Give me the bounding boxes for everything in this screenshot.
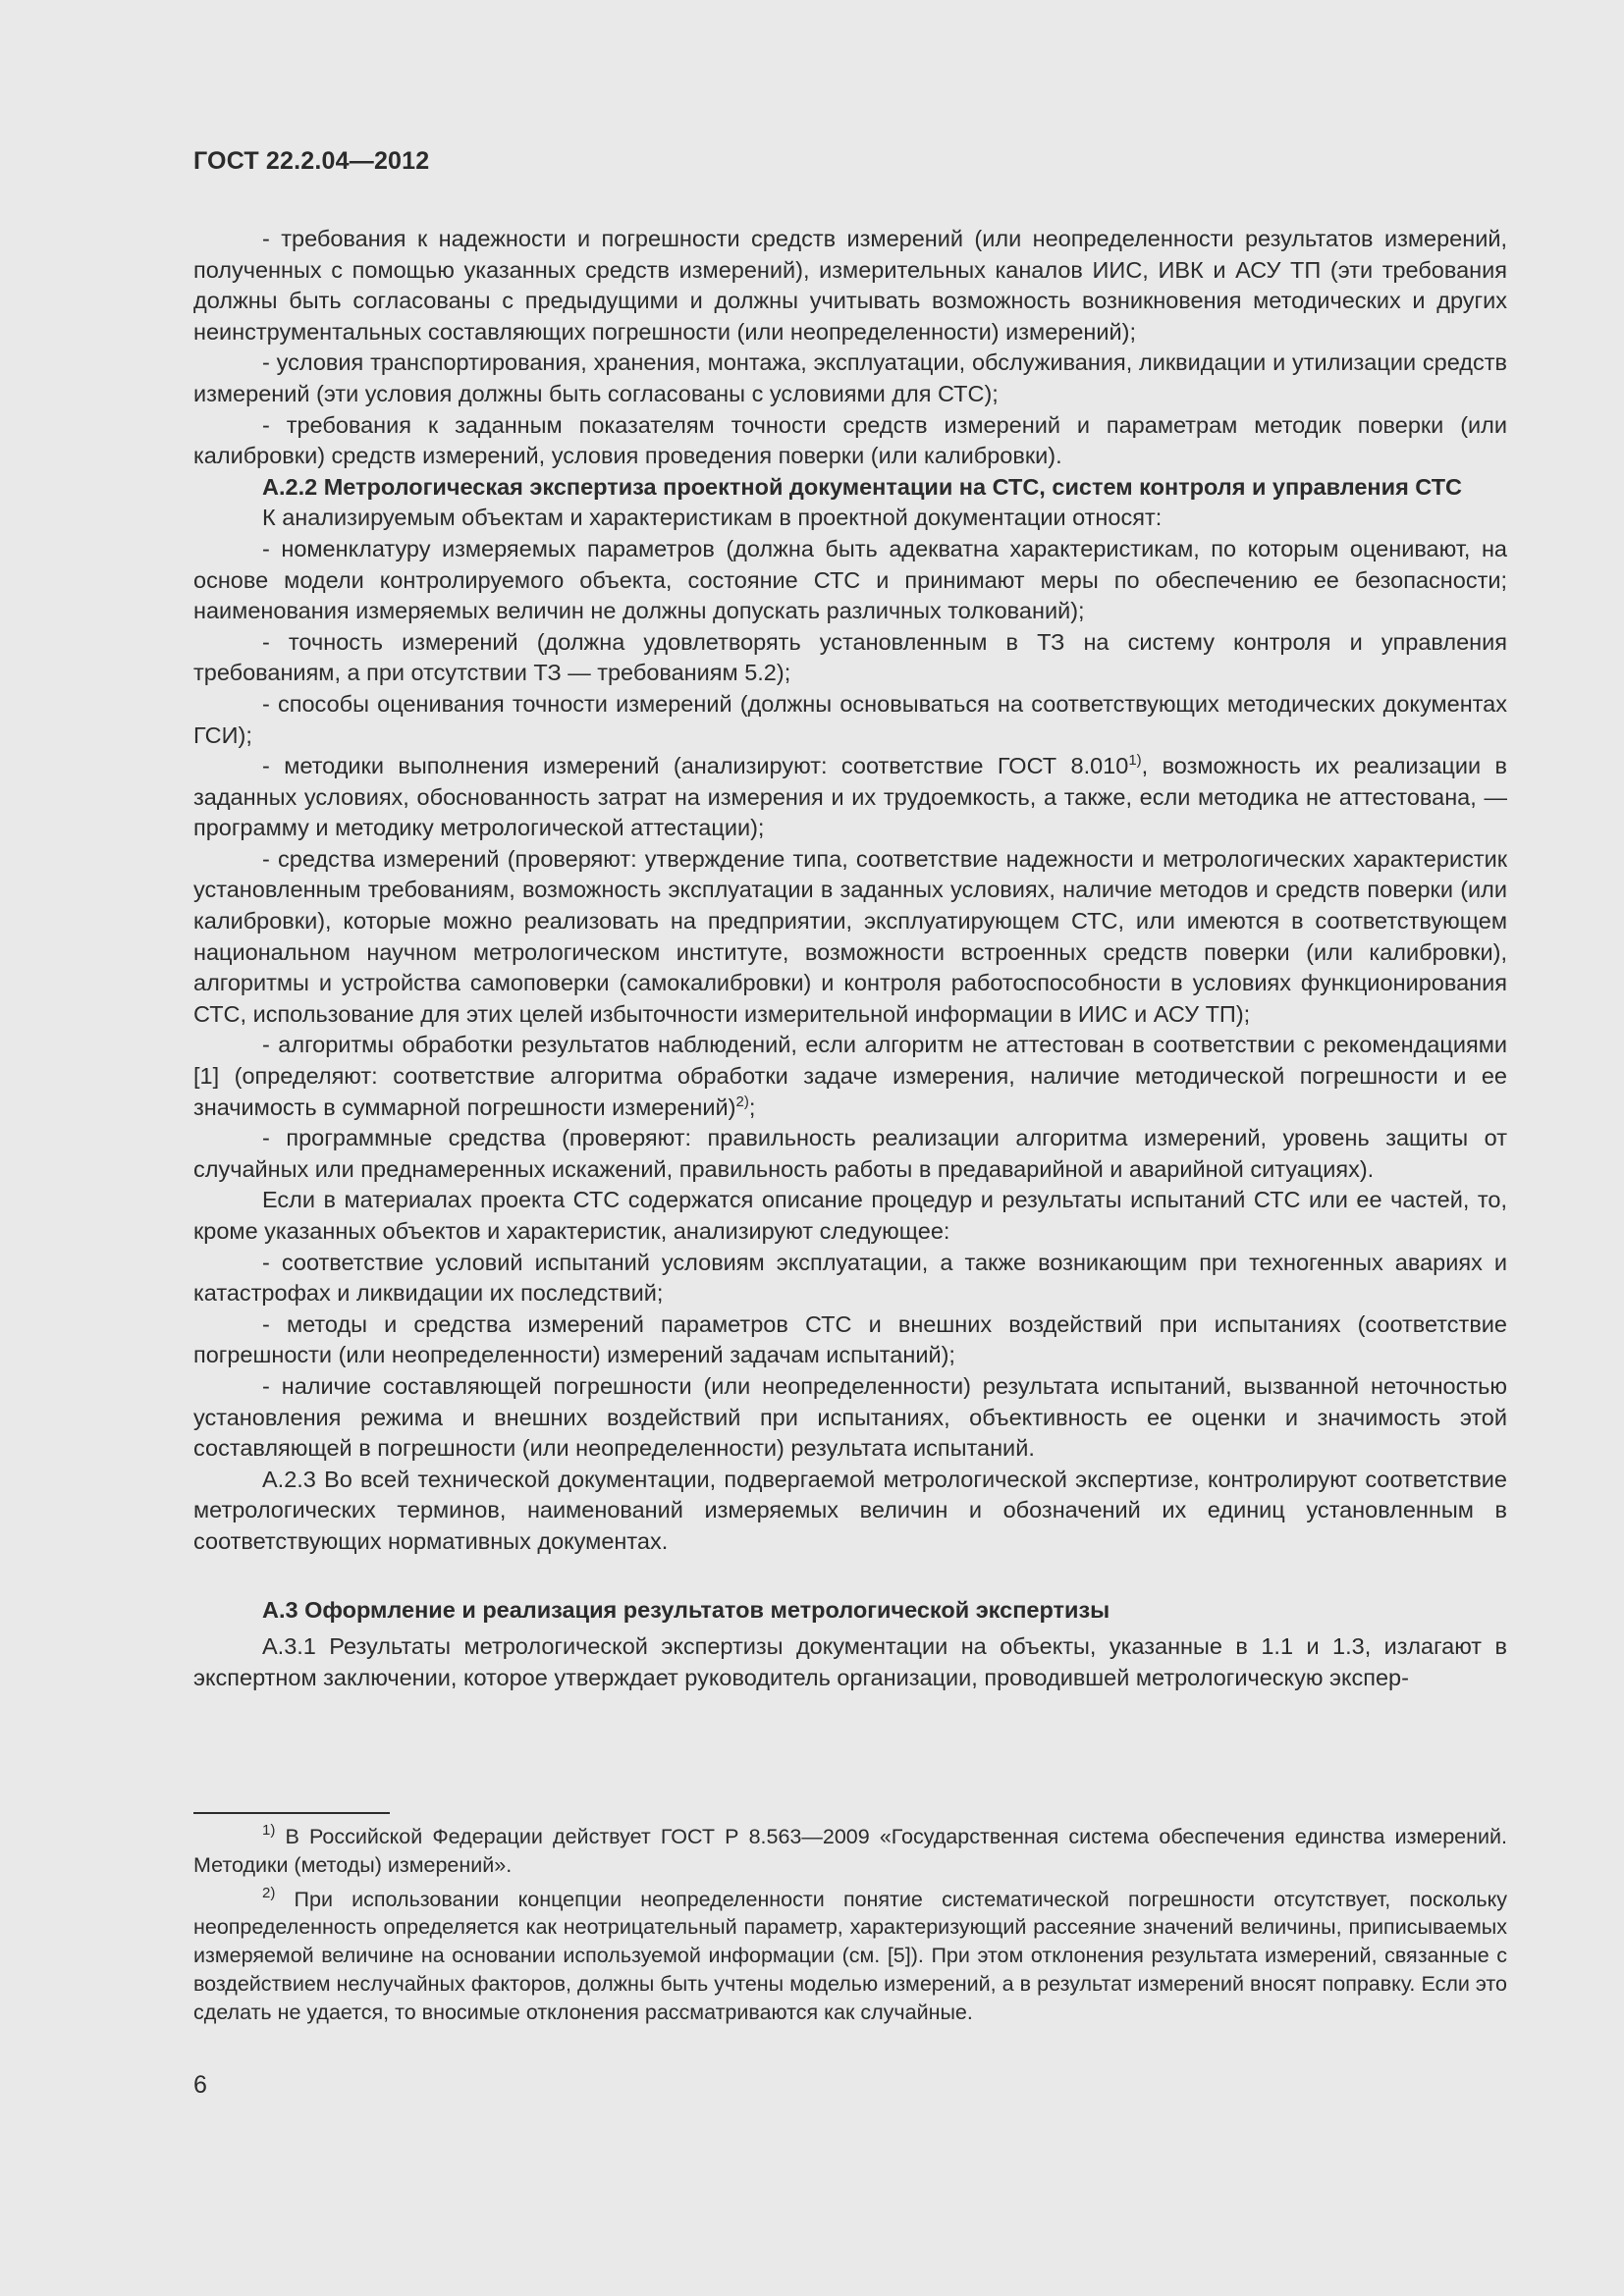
page-number: 6 <box>193 2071 207 2099</box>
list-item: - наличие составляющей погрешности (или неопределенности) результата испытаний, вызванной неточностью установления режима и внешних воздействий при испытаниях, объективность ее оценки и значимость этой составляющей в погрешности (или неопределенности) результата испытаний. <box>193 1372 1507 1462</box>
list-item: - требования к надежности и погрешности средств измерений (или неопределенности результатов измерений, полученных с помощью указанных средств измерений), измерительных каналов ИИС, ИВК и АСУ ТП (эти требования должны быть согласованы с предыдущими и должны учитывать возможность возникновения методических и других неинструментальных составляющих погрешности (или неопределенности) измерений); <box>193 226 1507 345</box>
paragraph: К анализируемым объектам и характеристикам в проектной документации относят: <box>262 505 1163 531</box>
footnote <box>193 1886 1507 2027</box>
footnote-divider <box>193 1812 390 1814</box>
footnote-mark: 1) <box>262 1822 276 1839</box>
text-segment: - методики выполнения измерений (анализируют: соответствие ГОСТ 8.010 <box>262 753 1129 779</box>
list-item: - условия транспортирования, хранения, монтажа, эксплуатации, обслуживания, ликвидации и утилизации средств измерений (эти условия должны быть согласованы с условиями для СТС); <box>193 349 1507 406</box>
paragraph: А.3.1 Результаты метрологической экспертизы документации на объекты, указанные в 1.1 и 1.3, излагают в экспертном заключении, которое утверждает руководитель организации, проводившей метрологическую экспер- <box>193 1633 1507 1690</box>
document-body <box>193 224 1507 1693</box>
footnote-mark: 2) <box>262 1884 276 1901</box>
paragraph: Если в материалах проекта СТС содержатся описание процедур и результаты испытаний СТС или ее частей, то, кроме указанных объектов и характеристик, анализируют следующее: <box>193 1187 1507 1244</box>
text-segment: - алгоритмы обработки результатов наблюдений, если алгоритм не аттестован в соответствии с рекомендациями [1] (определяют: соответствие алгоритма обработки задаче измерения, наличие методической погрешности и ее значимость в суммарной погрешности измерений) <box>193 1032 1507 1120</box>
list-item: - способы оценивания точности измерений (должны основываться на соответствующих методических документах ГСИ); <box>193 690 1507 748</box>
text-segment: ; <box>748 1094 756 1120</box>
footnote <box>193 1823 1507 1880</box>
list-item <box>193 751 1507 844</box>
paragraph: А.2.3 Во всей технической документации, подвергаемой метрологической экспертизе, контролируют соответствие метрологических терминов, наименований измеряемых величин и обозначений их единиц установленным в соответствующих нормативных документах. <box>193 1466 1507 1554</box>
footnote-ref: 1) <box>1128 752 1142 770</box>
clause-heading: А.2.2 Метрологическая экспертиза проектной документации на СТС, систем контроля и управления СТС <box>262 473 1463 500</box>
footnotes <box>193 1823 1507 2033</box>
footnote-text: При использовании концепции неопределенности понятие систематической погрешности отсутствует, поскольку неопределенность определяется как неотрицательный параметр, характеризующий рассеяние значений величины, приписываемых измеряемой величине на основании используемой информации (см. [5]). При этом отклонения результата измерений, связанные с воздействием неслучайных факторов, должны быть учтены моделью измерений, а в результат измерений вносят поправку. Если это сделать не удается, то вносимые отклонения рассматриваются как случайные. <box>193 1887 1507 2024</box>
list-item: - методы и средства измерений параметров СТС и внешних воздействий при испытаниях (соответствие погрешности (или неопределенности) измерений задачам испытаний); <box>193 1310 1507 1368</box>
list-item: - точность измерений (должна удовлетворять установленным в ТЗ на систему контроля и управления требованиям, а при отсутствии ТЗ — требованиям 5.2); <box>193 628 1507 686</box>
document-header: ГОСТ 22.2.04—2012 <box>193 147 430 175</box>
list-item: - номенклатуру измеряемых параметров (должна быть адекватна характеристикам, по которым оценивают, на основе модели контролируемого объекта, состояние СТС и принимают меры по обеспечению ее безопасности; наименования измеряемых величин не должны допускать различных толкований); <box>193 535 1507 624</box>
list-item: - средства измерений (проверяют: утверждение типа, соответствие надежности и метрологических характеристик установленным требованиям, возможность эксплуатации в заданных условиях, наличие методов и средств поверки (или калибровки), которые можно реализовать на предприятии, эксплуатирующем СТС, или имеются в соответствующем национальном научном метрологическом институте, возможности встроенных средств поверки (или калибровки), алгоритмы и устройства самоповерки (самокалибровки) и контроля работоспособности в условиях функционирования СТС, использование для этих целей избыточности измерительной информации в ИИС и АСУ ТП); <box>193 845 1507 1027</box>
list-item: - требования к заданным показателям точности средств измерений и параметрам методик поверки (или калибровки) средств измерений, условия проведения поверки (или калибровки). <box>193 411 1507 469</box>
footnote-ref: 2) <box>735 1093 749 1110</box>
list-item: - программные средства (проверяют: правильность реализации алгоритма измерений, уровень защиты от случайных или преднамеренных искажений, правильность работы в предаварийной и аварийной ситуациях). <box>193 1125 1507 1182</box>
footnote-text: В Российской Федерации действует ГОСТ Р 8.563—2009 «Государственная система обеспечения единства измерений. Методики (методы) измерений». <box>193 1825 1507 1877</box>
list-item <box>193 1030 1507 1123</box>
text-segment: , возможность их реализации в заданных условиях, обоснованность затрат на измерения и их трудоемкость, а также, если методика не аттестована, — программу и методику метрологической аттестации); <box>193 753 1507 841</box>
section-heading: А.3 Оформление и реализация результатов метрологической экспертизы <box>262 1596 1110 1623</box>
list-item: - соответствие условий испытаний условиям эксплуатации, а также возникающим при техногенных авариях и катастрофах и ликвидации их последствий; <box>193 1249 1507 1307</box>
